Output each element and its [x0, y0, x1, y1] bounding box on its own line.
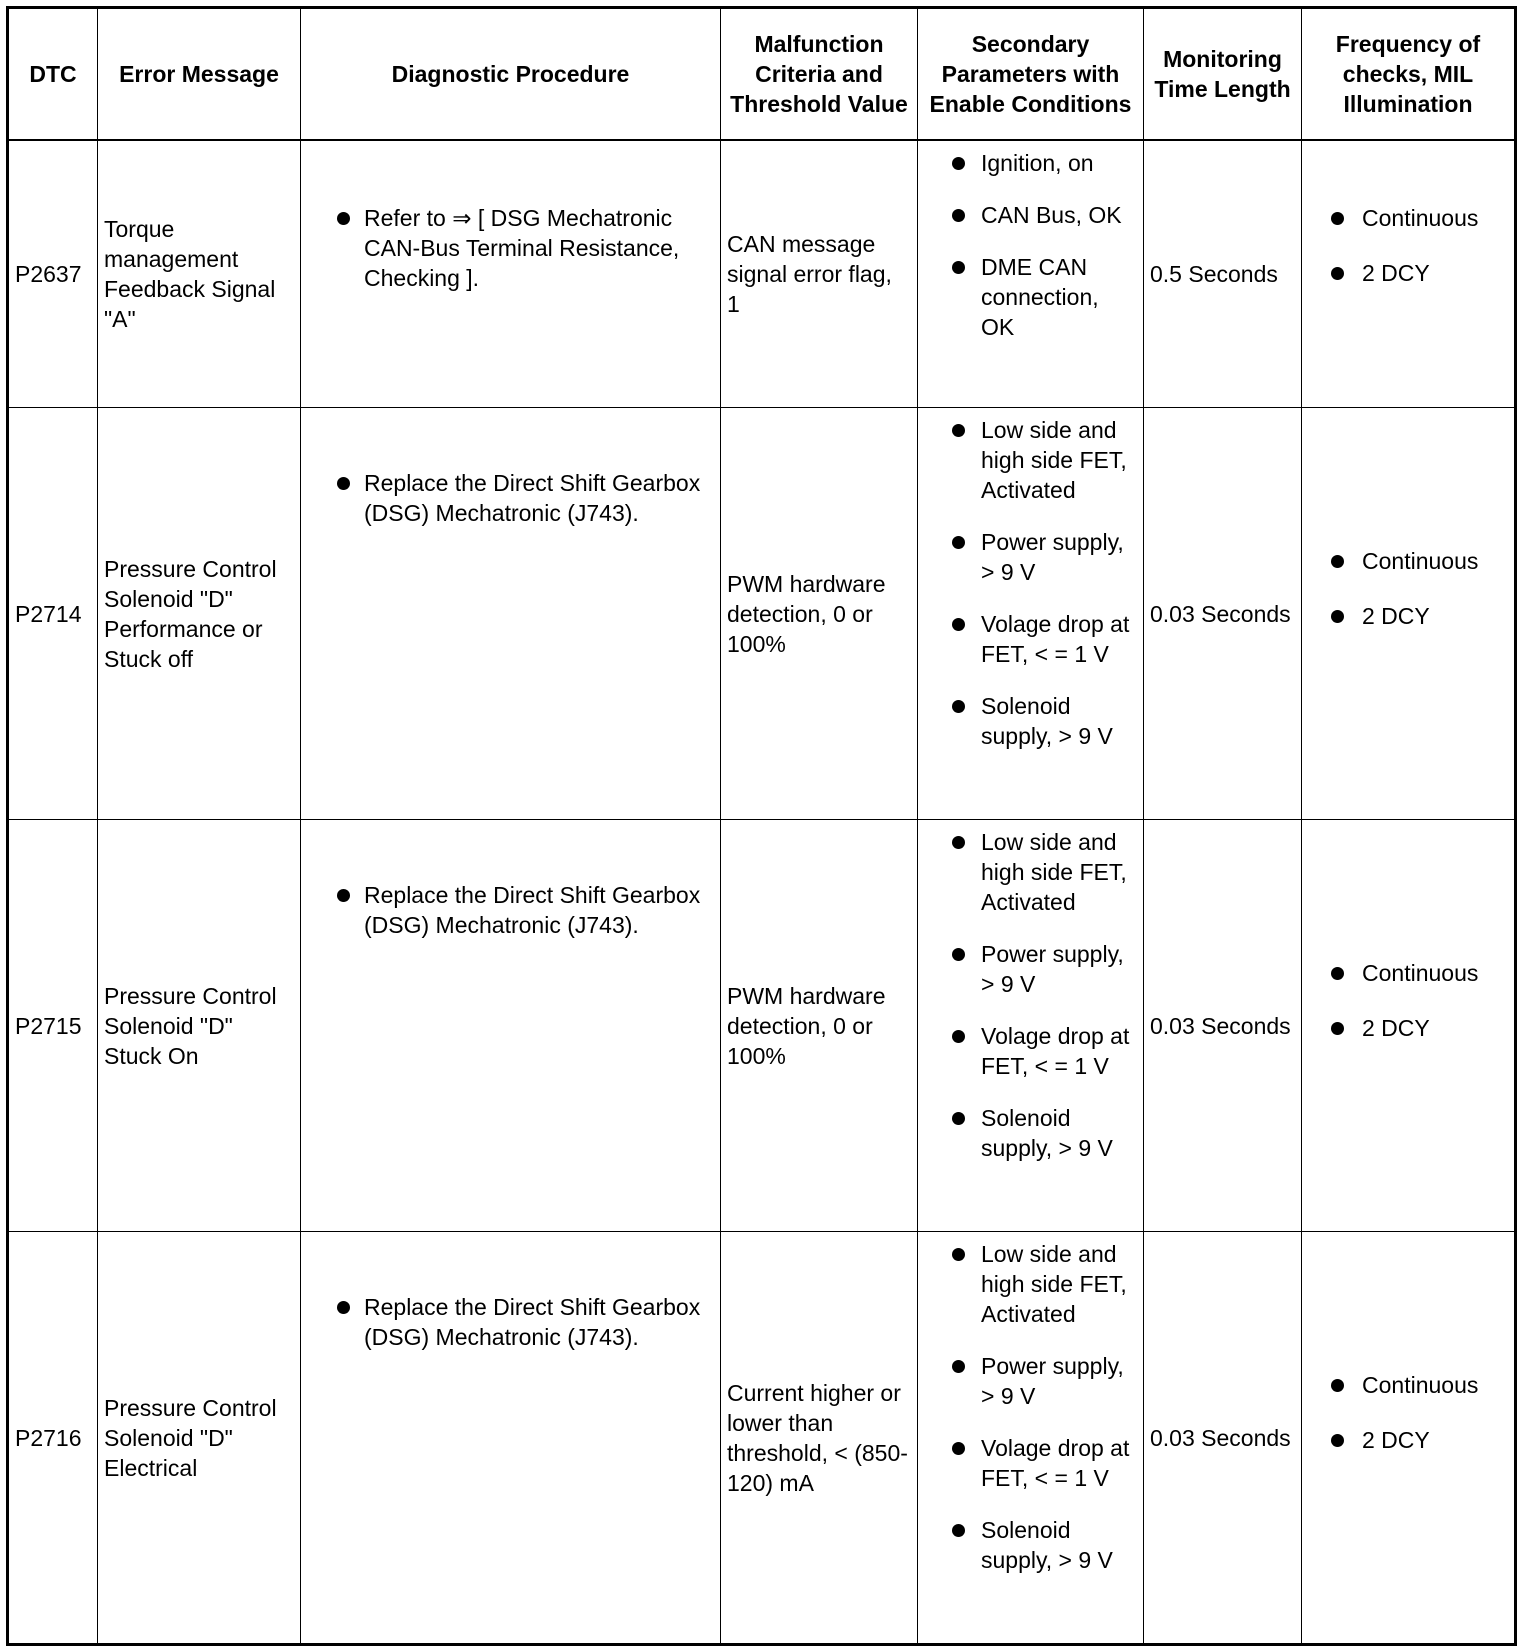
- monitoring-time: 0.5 Seconds: [1144, 140, 1302, 408]
- malfunction-criteria: Current higher or lower than threshold, < (850-120) mA: [721, 1232, 918, 1645]
- procedure-item: [337, 203, 710, 293]
- secondary-text: Power supply, > 9 V: [981, 529, 1124, 585]
- table-row: [8, 408, 1516, 820]
- secondary-item: [952, 1103, 1135, 1163]
- bullet-icon: [952, 1524, 965, 1537]
- table-row: [8, 140, 1516, 408]
- procedure-text: Replace the Direct Shift Gearbox (DSG) Mechatronic (J743).: [364, 1294, 701, 1350]
- bullet-icon: [1331, 267, 1344, 280]
- frequency-item: [1331, 601, 1508, 631]
- frequency-item: [1331, 1425, 1508, 1455]
- monitoring-time: 0.03 Seconds: [1144, 408, 1302, 820]
- procedure-text: Replace the Direct Shift Gearbox (DSG) Mechatronic (J743).: [364, 470, 701, 526]
- secondary-text: Low side and high side FET, Activated: [981, 417, 1127, 503]
- bullet-icon: [1331, 555, 1344, 568]
- header-diagnostic-procedure: Diagnostic Procedure: [301, 8, 721, 141]
- secondary-text: Power supply, > 9 V: [981, 1353, 1124, 1409]
- frequency-text: Continuous: [1362, 205, 1479, 231]
- bullet-icon: [952, 536, 965, 549]
- monitoring-time: 0.03 Seconds: [1144, 820, 1302, 1232]
- secondary-item: [952, 148, 1135, 178]
- dtc-table: [6, 6, 1517, 1646]
- diagnostic-procedure: [301, 1232, 721, 1645]
- secondary-text: Ignition, on: [981, 150, 1094, 176]
- diagnostic-procedure: [301, 820, 721, 1232]
- secondary-item: [952, 1515, 1135, 1575]
- error-message: Torque management Feedback Signal "A": [98, 140, 301, 408]
- dtc-code: P2714: [8, 408, 98, 820]
- secondary-text: Volage drop at FET, < = 1 V: [981, 1023, 1130, 1079]
- secondary-text: Solenoid supply, > 9 V: [981, 1105, 1113, 1161]
- frequency-item: [1331, 258, 1508, 288]
- bullet-icon: [337, 477, 350, 490]
- error-message: Pressure Control Solenoid "D" Stuck On: [98, 820, 301, 1232]
- procedure-item: [337, 1292, 710, 1352]
- table-row: [8, 820, 1516, 1232]
- table-row: [8, 1232, 1516, 1645]
- secondary-text: Solenoid supply, > 9 V: [981, 693, 1113, 749]
- bullet-icon: [952, 209, 965, 222]
- frequency-text: Continuous: [1362, 548, 1479, 574]
- bullet-icon: [337, 212, 350, 225]
- bullet-icon: [952, 1112, 965, 1125]
- procedure-text: Refer to ⇒ [ DSG Mechatronic CAN-Bus Terminal Resistance, Checking ].: [364, 205, 680, 291]
- secondary-text: Volage drop at FET, < = 1 V: [981, 611, 1130, 667]
- bullet-icon: [337, 1301, 350, 1314]
- diagnostic-procedure: [301, 408, 721, 820]
- frequency-text: 2 DCY: [1362, 1015, 1430, 1041]
- frequency-item: [1331, 1013, 1508, 1043]
- bullet-icon: [952, 1030, 965, 1043]
- header-malfunction-criteria: Malfunction Criteria and Threshold Value: [721, 8, 918, 141]
- procedure-item: [337, 468, 710, 528]
- frequency: [1302, 408, 1516, 820]
- bullet-icon: [952, 424, 965, 437]
- malfunction-criteria: PWM hardware detection, 0 or 100%: [721, 820, 918, 1232]
- bullet-icon: [952, 157, 965, 170]
- secondary-text: Low side and high side FET, Activated: [981, 829, 1127, 915]
- header-secondary-parameters: Secondary Parameters with Enable Conditions: [918, 8, 1144, 141]
- malfunction-criteria: PWM hardware detection, 0 or 100%: [721, 408, 918, 820]
- secondary-item: [952, 200, 1135, 230]
- secondary-parameters: [918, 1232, 1144, 1645]
- bullet-icon: [952, 700, 965, 713]
- bullet-icon: [1331, 1379, 1344, 1392]
- bullet-icon: [337, 889, 350, 902]
- header-frequency: Frequency of checks, MIL Illumination: [1302, 8, 1516, 141]
- secondary-text: Power supply, > 9 V: [981, 941, 1124, 997]
- header-error-message: Error Message: [98, 8, 301, 141]
- secondary-item: [952, 939, 1135, 999]
- frequency-text: 2 DCY: [1362, 260, 1430, 286]
- procedure-item: [337, 880, 710, 940]
- secondary-text: DME CAN connection, OK: [981, 254, 1099, 340]
- error-message: Pressure Control Solenoid "D" Performance or Stuck off: [98, 408, 301, 820]
- header-monitoring-time: Monitoring Time Length: [1144, 8, 1302, 141]
- bullet-icon: [1331, 610, 1344, 623]
- frequency-text: Continuous: [1362, 960, 1479, 986]
- frequency-item: [1331, 203, 1508, 233]
- frequency-item: [1331, 958, 1508, 988]
- secondary-item: [952, 415, 1135, 505]
- frequency: [1302, 820, 1516, 1232]
- secondary-text: Low side and high side FET, Activated: [981, 1241, 1127, 1327]
- frequency-text: 2 DCY: [1362, 603, 1430, 629]
- error-message: Pressure Control Solenoid "D" Electrical: [98, 1232, 301, 1645]
- secondary-item: [952, 1351, 1135, 1411]
- monitoring-time: 0.03 Seconds: [1144, 1232, 1302, 1645]
- secondary-item: [952, 252, 1135, 342]
- secondary-item: [952, 1433, 1135, 1493]
- secondary-item: [952, 827, 1135, 917]
- bullet-icon: [1331, 1022, 1344, 1035]
- bullet-icon: [952, 1442, 965, 1455]
- frequency: [1302, 140, 1516, 408]
- secondary-item: [952, 1021, 1135, 1081]
- dtc-code: P2637: [8, 140, 98, 408]
- bullet-icon: [952, 261, 965, 274]
- bullet-icon: [952, 948, 965, 961]
- frequency-text: Continuous: [1362, 1372, 1479, 1398]
- secondary-item: [952, 609, 1135, 669]
- dtc-code: P2716: [8, 1232, 98, 1645]
- secondary-item: [952, 1239, 1135, 1329]
- bullet-icon: [952, 618, 965, 631]
- frequency-item: [1331, 546, 1508, 576]
- header-dtc: DTC: [8, 8, 98, 141]
- secondary-parameters: [918, 140, 1144, 408]
- bullet-icon: [1331, 967, 1344, 980]
- secondary-text: CAN Bus, OK: [981, 202, 1122, 228]
- frequency: [1302, 1232, 1516, 1645]
- frequency-text: 2 DCY: [1362, 1427, 1430, 1453]
- secondary-item: [952, 691, 1135, 751]
- bullet-icon: [952, 1360, 965, 1373]
- secondary-text: Solenoid supply, > 9 V: [981, 1517, 1113, 1573]
- secondary-text: Volage drop at FET, < = 1 V: [981, 1435, 1130, 1491]
- diagnostic-procedure: [301, 140, 721, 408]
- secondary-parameters: [918, 408, 1144, 820]
- bullet-icon: [952, 1248, 965, 1261]
- secondary-item: [952, 527, 1135, 587]
- dtc-code: P2715: [8, 820, 98, 1232]
- procedure-text: Replace the Direct Shift Gearbox (DSG) Mechatronic (J743).: [364, 882, 701, 938]
- frequency-item: [1331, 1370, 1508, 1400]
- bullet-icon: [952, 836, 965, 849]
- bullet-icon: [1331, 212, 1344, 225]
- secondary-parameters: [918, 820, 1144, 1232]
- header-row: [8, 8, 1516, 141]
- bullet-icon: [1331, 1434, 1344, 1447]
- malfunction-criteria: CAN message signal error flag, 1: [721, 140, 918, 408]
